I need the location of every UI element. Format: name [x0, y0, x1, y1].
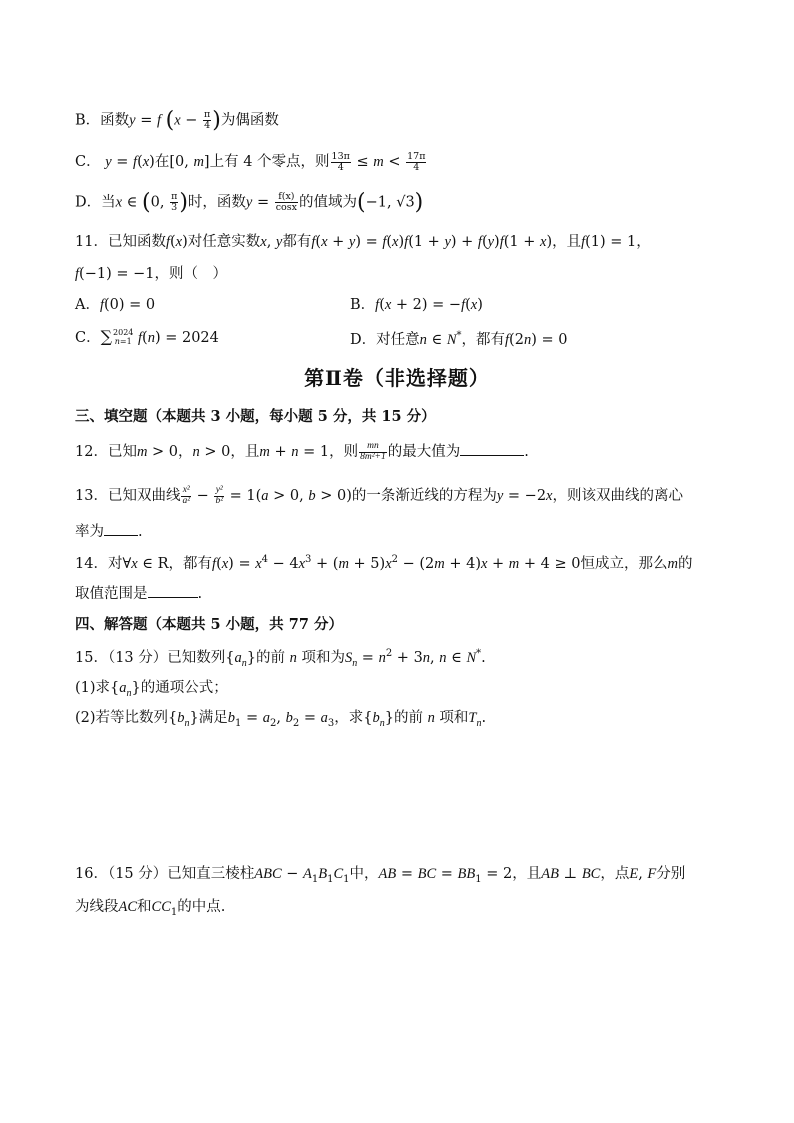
q12-post: 的最大值为 [387, 444, 461, 460]
q16-line2: 为线段AC和$CC_1$的中点. [75, 899, 226, 918]
q15-p2f: . [481, 710, 487, 726]
q11-text4: ，且 [552, 234, 582, 250]
frac-den: 4 [337, 161, 344, 173]
q16-post: 分别 [656, 866, 686, 882]
q12-end: . [524, 444, 529, 460]
q12-mid: ，且 [230, 444, 260, 460]
option-b-label: B． [75, 112, 101, 129]
frac-num: 13π [331, 150, 350, 162]
q14-line2 [75, 582, 202, 603]
q16: 16．（15 分）已知直三棱柱ABC − $A_1B_1C_1$中，AB = BC = $BB_1 = 2$，且AB ⊥ BC，点E, F分别 [75, 866, 686, 885]
part3-heading: 三、填空题（本题共 3 小题，每小题 5 分，共 15 分） [75, 408, 436, 425]
part4-heading: 四、解答题（本题共 5 小题，共 77 分） [75, 616, 343, 633]
option-d-label: D． [75, 194, 102, 211]
q15-part1: (1)求$\{a_n\}$的通项公式； [75, 680, 228, 699]
option-b: B．函数y = f (x − $\frac{\pi}{4}$ )为偶函数 [75, 108, 279, 133]
q14-post: 恒成立，那么 [580, 556, 668, 572]
q14-mid: ，都有 [168, 556, 213, 572]
frac-num: mn [359, 442, 387, 453]
option-b-text: 函数 [100, 112, 130, 129]
q14-post2: 的 [677, 556, 693, 572]
q13-line2 [75, 520, 143, 541]
q11-stem-2: f(−1) = −1，则（ ） [75, 266, 227, 282]
frac-num: f(x) [275, 192, 298, 203]
q11-option-b: B．f(x + 2) = −f(x) [350, 297, 483, 313]
q12-text: 12．已知 [75, 444, 137, 460]
q15-part2: (2)若等比数列$\{b_n\}$满足$b_1 = a_2$, $b_2 = a_3$，求$\{b_n\}$的前 n 项和$T_n$. [75, 710, 487, 729]
frac-num: π [171, 191, 178, 203]
q15-text: 15．（13 分）已知数列 [75, 650, 226, 666]
q15-p2b: 满足 [198, 710, 228, 726]
q13-line2-text: 率为 [75, 524, 104, 540]
frac-den: cosx [275, 202, 298, 213]
q15: 15．（13 分）已知数列$\{a_n\}$的前 n 项和为$S_n = n^2 + 3n$, n ∈ N*. [75, 648, 486, 669]
frac-num: 17π [407, 150, 426, 162]
frac-den: 4 [413, 161, 420, 173]
frac-den: 3 [171, 202, 178, 213]
q11-option-c: C．∑ 2024 n=1 f(n) = 2024 [75, 327, 219, 346]
q11-stem: 11．已知函数f(x)对任意实数x, y都有f(x + y) = f(x)f(1 + y) + f(y)f(1 + x)，且f(1) = 1， [75, 234, 651, 250]
q15-mid: 的前 [255, 650, 290, 666]
q14-line2-text: 取值范围是 [75, 586, 148, 602]
frac-den: 8m²+1 [360, 451, 386, 462]
q16-mid: 中， [349, 866, 379, 882]
answer-blank[interactable] [148, 596, 198, 598]
q15-p2: (2)若等比数列 [75, 710, 169, 726]
q12: 12．已知m > 0，n > 0，且m + n = 1，则 $\frac{mn}{\text{8m²+1}}$ 的最大值为 . [75, 440, 529, 462]
option-d: D．当x ∈ (0, $\frac{\pi}{3}$ )时，函数y = $\frac{f(x)}{\cos x}$ 的值域为(−1, √3) [75, 190, 424, 215]
q16-end: 的中点. [177, 899, 226, 915]
q14: 14．对∀x ∈ R，都有$f(x) = x^4 - 4x^3 + (m + 5)x^2 - (2m + 4)x + m + 4 \ge 0$恒成立，那么m的 [75, 554, 693, 572]
option-b-suffix: 为偶函数 [220, 112, 279, 129]
q14-text: 14．对 [75, 556, 123, 572]
q15-p1b: 的通项公式； [140, 680, 228, 696]
q16-mid2: ，且 [512, 866, 542, 882]
q11-c-label: C． [75, 330, 101, 346]
q16-line2-text: 为线段 [75, 899, 119, 915]
q11-option-d: D．对任意n ∈ N*，都有f(2n) = 0 [350, 330, 568, 348]
q11-d-label: D．对任意 [350, 332, 420, 348]
q11-text2: 对任意实数 [187, 234, 261, 250]
option-c-label: C． [75, 154, 101, 170]
q15-p2e: 项和 [434, 710, 469, 726]
q11-text: 11．已知函数 [75, 234, 166, 250]
answer-blank[interactable] [104, 534, 138, 536]
q16-and: 和 [137, 899, 152, 915]
q15-end: . [481, 650, 486, 666]
q13-text: 13．已知双曲线 [75, 488, 181, 504]
q14-end: . [197, 586, 203, 602]
q15-p1: (1)求 [75, 680, 111, 696]
option-c-text: 上有 4 个零点，则 [209, 154, 330, 170]
q13-post: ，则该双曲线的离心 [552, 488, 683, 504]
q11-text3: 都有 [282, 234, 312, 250]
q16-text: 16．（15 分）已知直三棱柱 [75, 866, 255, 882]
q15-p2c: ，求 [334, 710, 364, 726]
q11-option-a: A．f(0) = 0 [75, 297, 156, 313]
q15-mid2: 项和为 [296, 650, 345, 666]
answer-blank[interactable] [460, 454, 524, 456]
q16-mid3: ，点 [600, 866, 630, 882]
section-title: 第Ⅱ卷（非选择题） [304, 366, 490, 390]
q12-then: ，则 [329, 444, 359, 460]
option-d-pre: 当 [101, 194, 116, 211]
q13-mid: 的一条渐近线的方程为 [351, 488, 497, 504]
q13-end: . [138, 524, 143, 540]
q11-text5: ，则（ ） [154, 266, 227, 282]
q15-p2d: 的前 [393, 710, 428, 726]
option-c: C． y = f(x)在[0, m]上有 4 个零点，则 $\frac{13\pi}{4}$ ≤ m < $\frac{17\pi}{4}$ [75, 150, 426, 173]
q11-d-mid: ，都有 [461, 332, 506, 348]
q11-a-label: A． [75, 297, 100, 313]
option-d-post: 的值域为 [299, 194, 358, 211]
q13: 13．已知双曲线 $\frac{\text{x²}}{\text{a²}}$ − $\frac{\text{y²}}{\text{b²}}$ = 1(a > 0, b > 0)的一条渐近线的方程为y = −2x，则该双曲线的离心 [75, 484, 683, 506]
q11-b-label: B． [350, 297, 376, 313]
option-d-mid: 时，函数 [187, 194, 246, 211]
q15-n: n [289, 650, 297, 666]
